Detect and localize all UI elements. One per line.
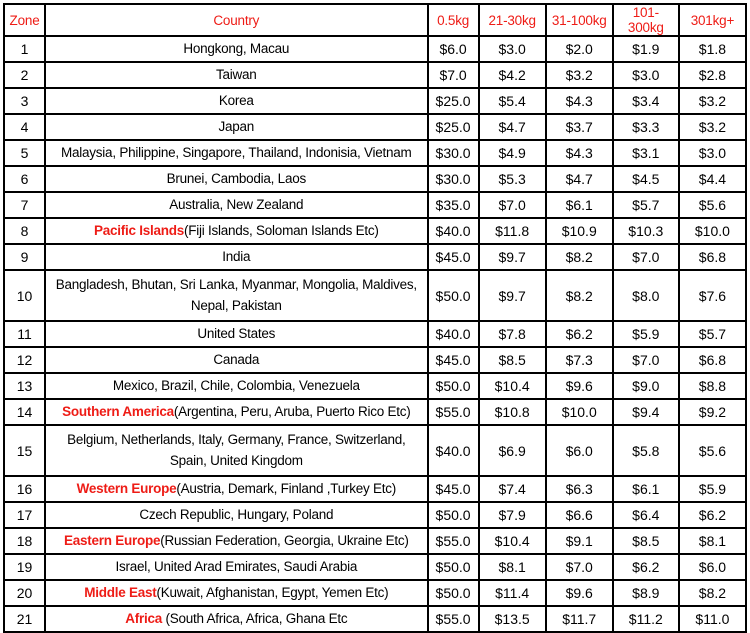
country-cell — [45, 554, 428, 580]
rate-cell: $40.0 — [428, 425, 479, 476]
zone-cell: 15 — [4, 425, 45, 476]
table-row — [4, 502, 746, 528]
region-label: Africa — [125, 610, 162, 626]
country-label: Bangladesh, Bhutan, Sri Lanka, Myanmar, Mongolia, Maldives, Nepal, Pakistan — [55, 276, 417, 313]
rate-cell: $10.0 — [679, 218, 746, 244]
rate-cell: $5.7 — [613, 192, 679, 218]
region-label: Southern America — [62, 403, 174, 419]
rate-cell: $3.3 — [613, 114, 679, 140]
rate-cell: $55.0 — [428, 528, 479, 554]
zone-cell: 4 — [4, 114, 45, 140]
zone-cell: 18 — [4, 528, 45, 554]
rate-cell: $6.3 — [546, 476, 613, 502]
country-cell — [45, 373, 428, 399]
country-cell — [45, 425, 428, 476]
rate-cell: $6.2 — [613, 554, 679, 580]
country-label: Canada — [213, 351, 260, 367]
rate-cell: $3.0 — [479, 36, 546, 62]
country-label: Taiwan — [216, 66, 257, 82]
rate-cell: $4.3 — [546, 140, 613, 166]
rate-cell: $7.0 — [479, 192, 546, 218]
table-row — [4, 270, 746, 321]
zone-cell: 2 — [4, 62, 45, 88]
country-label: Belgium, Netherlands, Italy, Germany, France, Switzerland, Spain, United Kingdom — [67, 431, 406, 468]
rate-cell: $6.4 — [613, 502, 679, 528]
table-row — [4, 373, 746, 399]
rate-cell: $45.0 — [428, 347, 479, 373]
shipping-rates-table — [3, 3, 747, 633]
rate-cell: $6.1 — [613, 476, 679, 502]
rate-cell: $4.7 — [546, 166, 613, 192]
country-cell — [45, 62, 428, 88]
col-header-zone: Zone — [4, 4, 45, 36]
table-row — [4, 88, 746, 114]
rate-cell: $3.2 — [546, 62, 613, 88]
rate-cell: $6.8 — [679, 244, 746, 270]
rate-cell: $2.8 — [679, 62, 746, 88]
country-cell — [45, 399, 428, 425]
zone-cell: 12 — [4, 347, 45, 373]
rate-cell: $30.0 — [428, 166, 479, 192]
rate-cell: $3.2 — [679, 88, 746, 114]
rate-cell: $25.0 — [428, 114, 479, 140]
rate-cell: $4.2 — [479, 62, 546, 88]
rate-cell: $6.6 — [546, 502, 613, 528]
rate-cell: $7.3 — [546, 347, 613, 373]
country-cell — [45, 192, 428, 218]
rate-cell: $11.8 — [479, 218, 546, 244]
table-row — [4, 528, 746, 554]
zone-cell: 6 — [4, 166, 45, 192]
table-row — [4, 62, 746, 88]
rate-cell: $5.3 — [479, 166, 546, 192]
rate-cell: $6.8 — [679, 347, 746, 373]
rate-cell: $6.2 — [679, 502, 746, 528]
rate-cell: $55.0 — [428, 399, 479, 425]
country-cell — [45, 36, 428, 62]
rate-cell: $7.0 — [613, 347, 679, 373]
country-cell — [45, 476, 428, 502]
table-body — [4, 36, 746, 632]
country-label: (Austria, Demark, Finland ,Turkey Etc) — [176, 480, 396, 496]
rate-cell: $45.0 — [428, 476, 479, 502]
table-row — [4, 606, 746, 632]
rate-cell: $6.0 — [428, 36, 479, 62]
country-label: United States — [197, 325, 276, 341]
region-label: Eastern Europe — [63, 532, 161, 548]
rate-cell: $8.2 — [546, 270, 613, 321]
rate-cell: $13.5 — [479, 606, 546, 632]
rate-cell: $9.1 — [546, 528, 613, 554]
rate-cell: $50.0 — [428, 554, 479, 580]
rate-cell: $1.8 — [679, 36, 746, 62]
rate-cell: $7.6 — [679, 270, 746, 321]
zone-cell: 11 — [4, 321, 45, 347]
table-row — [4, 399, 746, 425]
country-cell — [45, 244, 428, 270]
rate-cell: $10.0 — [546, 399, 613, 425]
country-label: (Russian Federation, Georgia, Ukraine Etc) — [160, 532, 409, 548]
rate-cell: $9.7 — [479, 270, 546, 321]
region-label: Pacific Islands — [93, 222, 185, 238]
rate-cell: $5.9 — [613, 321, 679, 347]
zone-cell: 1 — [4, 36, 45, 62]
zone-cell: 20 — [4, 580, 45, 606]
rate-cell: $5.9 — [679, 476, 746, 502]
table-row — [4, 425, 746, 476]
rate-cell: $3.2 — [679, 114, 746, 140]
rate-cell: $25.0 — [428, 88, 479, 114]
rate-cell: $4.3 — [546, 88, 613, 114]
country-label: Brunei, Cambodia, Laos — [166, 170, 306, 186]
zone-cell: 21 — [4, 606, 45, 632]
country-label: (Argentina, Peru, Aruba, Puerto Rico Etc) — [173, 403, 411, 419]
rate-cell: $8.5 — [613, 528, 679, 554]
rate-cell: $50.0 — [428, 580, 479, 606]
rate-cell: $2.0 — [546, 36, 613, 62]
country-cell — [45, 114, 428, 140]
rate-cell: $8.5 — [479, 347, 546, 373]
zone-cell: 14 — [4, 399, 45, 425]
col-header-31-100kg: 31-100kg — [546, 4, 613, 36]
table-row — [4, 476, 746, 502]
rate-cell: $10.9 — [546, 218, 613, 244]
rate-cell: $5.7 — [679, 321, 746, 347]
rate-cell: $8.2 — [546, 244, 613, 270]
country-label: Malaysia, Philippine, Singapore, Thailand, Indonisia, Vietnam — [61, 144, 412, 160]
country-cell — [45, 347, 428, 373]
zone-cell: 13 — [4, 373, 45, 399]
rate-cell: $9.6 — [546, 580, 613, 606]
country-label: Israel, United Arad Emirates, Saudi Arabia — [115, 558, 358, 574]
rate-cell: $30.0 — [428, 140, 479, 166]
country-label: Australia, New Zealand — [169, 196, 304, 212]
table-row — [4, 244, 746, 270]
rate-cell: $6.0 — [546, 425, 613, 476]
rate-cell: $7.0 — [546, 554, 613, 580]
header-row — [4, 4, 746, 36]
zone-cell: 16 — [4, 476, 45, 502]
table-row — [4, 218, 746, 244]
rate-cell: $7.4 — [479, 476, 546, 502]
table-row — [4, 140, 746, 166]
country-label: Korea — [218, 92, 254, 108]
zone-cell: 3 — [4, 88, 45, 114]
rate-cell: $11.2 — [613, 606, 679, 632]
country-label: (South Africa, Africa, Ghana Etc — [162, 610, 348, 626]
country-label: Czech Republic, Hungary, Poland — [139, 506, 334, 522]
rate-cell: $3.4 — [613, 88, 679, 114]
rate-cell: $9.4 — [613, 399, 679, 425]
zone-cell: 7 — [4, 192, 45, 218]
rate-cell: $10.3 — [613, 218, 679, 244]
country-label: India — [222, 248, 251, 264]
country-label: Mexico, Brazil, Chile, Colombia, Venezuela — [112, 377, 360, 393]
country-cell — [45, 606, 428, 632]
country-label: Japan — [218, 118, 255, 134]
rate-cell: $8.9 — [613, 580, 679, 606]
rate-cell: $50.0 — [428, 502, 479, 528]
table-row — [4, 321, 746, 347]
zone-cell: 9 — [4, 244, 45, 270]
rate-cell: $7.0 — [613, 244, 679, 270]
rate-cell: $4.5 — [613, 166, 679, 192]
zone-cell: 19 — [4, 554, 45, 580]
rate-cell: $40.0 — [428, 321, 479, 347]
rate-cell: $7.9 — [479, 502, 546, 528]
rate-cell: $9.6 — [546, 373, 613, 399]
country-cell — [45, 166, 428, 192]
table-row — [4, 347, 746, 373]
rate-cell: $35.0 — [428, 192, 479, 218]
table-row — [4, 166, 746, 192]
rate-cell: $50.0 — [428, 270, 479, 321]
region-label: Middle East — [84, 584, 157, 600]
rate-cell: $7.0 — [428, 62, 479, 88]
country-cell — [45, 321, 428, 347]
country-cell — [45, 580, 428, 606]
region-label: Western Europe — [76, 480, 177, 496]
rate-cell: $10.4 — [479, 373, 546, 399]
col-header-301kg-plus: 301kg+ — [679, 4, 746, 36]
rate-cell: $9.7 — [479, 244, 546, 270]
zone-cell: 8 — [4, 218, 45, 244]
rate-cell: $9.0 — [613, 373, 679, 399]
country-cell — [45, 88, 428, 114]
rate-cell: $6.1 — [546, 192, 613, 218]
table-row — [4, 36, 746, 62]
rate-cell: $8.1 — [679, 528, 746, 554]
country-cell — [45, 502, 428, 528]
rate-cell: $5.6 — [679, 192, 746, 218]
rate-cell: $5.8 — [613, 425, 679, 476]
rate-cell: $5.6 — [679, 425, 746, 476]
rate-cell: $3.0 — [679, 140, 746, 166]
table-row — [4, 580, 746, 606]
rate-cell: $11.4 — [479, 580, 546, 606]
rate-cell: $50.0 — [428, 373, 479, 399]
rate-cell: $6.9 — [479, 425, 546, 476]
rate-cell: $8.1 — [479, 554, 546, 580]
zone-cell: 17 — [4, 502, 45, 528]
rate-cell: $1.9 — [613, 36, 679, 62]
rate-cell: $9.2 — [679, 399, 746, 425]
rate-cell: $8.2 — [679, 580, 746, 606]
zone-cell: 10 — [4, 270, 45, 321]
zone-cell: 5 — [4, 140, 45, 166]
rate-cell: $8.8 — [679, 373, 746, 399]
col-header-country: Country — [45, 4, 428, 36]
rate-cell: $7.8 — [479, 321, 546, 347]
table-row — [4, 114, 746, 140]
rate-cell: $55.0 — [428, 606, 479, 632]
country-cell — [45, 218, 428, 244]
col-header-101-300kg: 101-300kg — [613, 4, 679, 36]
rate-cell: $4.4 — [679, 166, 746, 192]
rate-cell: $11.0 — [679, 606, 746, 632]
col-header-0-5kg: 0.5kg — [428, 4, 479, 36]
country-cell — [45, 528, 428, 554]
rate-cell: $3.0 — [613, 62, 679, 88]
rate-cell: $3.1 — [613, 140, 679, 166]
country-label: (Fiji Islands, Soloman Islands Etc) — [184, 222, 379, 238]
table-row — [4, 192, 746, 218]
rate-cell: $40.0 — [428, 218, 479, 244]
rate-cell: $8.0 — [613, 270, 679, 321]
country-label: Hongkong, Macau — [183, 40, 290, 56]
col-header-21-30kg: 21-30kg — [479, 4, 546, 36]
rate-cell: $4.7 — [479, 114, 546, 140]
rate-cell: $6.0 — [679, 554, 746, 580]
country-cell — [45, 140, 428, 166]
rate-cell: $11.7 — [546, 606, 613, 632]
country-cell — [45, 270, 428, 321]
table-row — [4, 554, 746, 580]
rate-cell: $6.2 — [546, 321, 613, 347]
country-label: (Kuwait, Afghanistan, Egypt, Yemen Etc) — [156, 584, 389, 600]
rate-cell: $45.0 — [428, 244, 479, 270]
rate-cell: $4.9 — [479, 140, 546, 166]
rate-cell: $3.7 — [546, 114, 613, 140]
rate-cell: $5.4 — [479, 88, 546, 114]
rate-cell: $10.8 — [479, 399, 546, 425]
rate-cell: $10.4 — [479, 528, 546, 554]
